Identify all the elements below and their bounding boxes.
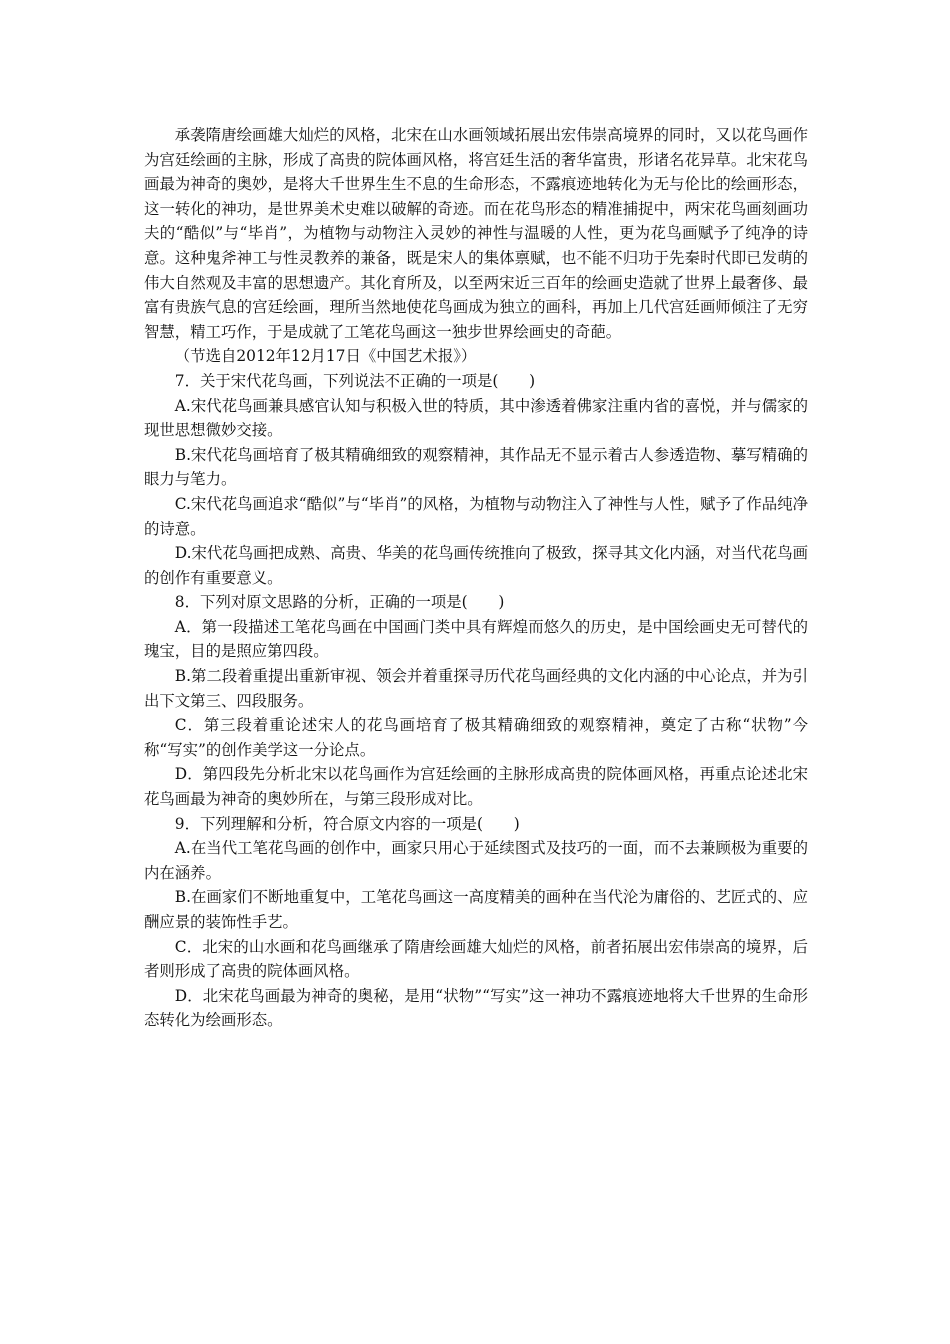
question-8-option-c: C．第三段着重论述宋人的花鸟画培育了极其精确细致的观察精神，奠定了古称“状物”今称“写实”的创作美学这一分论点。 [144,716,808,759]
document-page [144,123,808,1033]
question-7-option-c: C.宋代花鸟画追求“酷似”与“毕肖”的风格，为植物与动物注入了神性与人性，赋予了作品纯净的诗意。 [144,494,808,538]
question-7-option-b: B.宋代花鸟画培育了极其精确细致的观察精神，其作品无不显示着古人参透造物、摹写精确的眼力与笔力。 [144,445,808,489]
question-9-stem: 9．下列理解和分析，符合原文内容的一项是( ) [174,814,520,833]
question-7-option-a: A.宋代花鸟画兼具感官认知与积极入世的特质，其中渗透着佛家注重内省的喜悦，并与儒家的现世思想微妙交接。 [144,396,808,440]
question-9-option-d: D．北宋花鸟画最为神奇的奥秘，是用“状物”“写实”这一神功不露痕迹地将大千世界的生命形态转化为绘画形态。 [144,986,808,1030]
question-7-stem: 7．关于宋代花鸟画，下列说法不正确的一项是( ) [174,371,536,390]
source-citation: （节选自2012年12月17日《中国艺术报》） [174,347,477,366]
question-8-option-a: A．第一段描述工笔花鸟画在中国画门类中具有辉煌而悠久的历史，是中国绘画史无可替代的瑰宝，目的是照应第四段。 [144,617,808,661]
passage-paragraph: 承袭隋唐绘画雄大灿烂的风格，北宋在山水画领域拓展出宏伟崇高境界的同时，又以花鸟画作为宫廷绘画的主脉，形成了高贵的院体画风格，将宫廷生活的奢华富贵，形诸名花异草。北宋花鸟画最为神奇的奥妙，是将大千世界生生不息的生命形态，不露痕迹地转化为无与伦比的绘画形态，这一转化的神功，是世界美术史难以破解的奇迹。而在花鸟形态的精准捕捉中，两宋花鸟画刻画功夫的“酷似”与“毕肖”，为植物与动物注入灵妙的神性与温暖的人性，更为花鸟画赋予了纯净的诗意。这种鬼斧神工与性灵教养的兼备，既是宋人的集体禀赋，也不能不归功于先秦时代即已发萌的伟大自然观及丰富的思想遗产。其化育所及，以至两宋近三百年的绘画史造就了世界上最奢侈、最富有贵族气息的宫廷绘画，理所当然地使花鸟画成为独立的画科，再加上几代宫廷画师倾注了无穷智慧，精工巧作，于是成就了工笔花鸟画这一独步世界绘画史的奇葩。 [144,126,808,341]
question-9-option-c: C．北宋的山水画和花鸟画继承了隋唐绘画雄大灿烂的风格，前者拓展出宏伟崇高的境界，后者则形成了高贵的院体画风格。 [144,937,808,981]
question-9-option-b: B.在画家们不断地重复中，工笔花鸟画这一高度精美的画种在当代沦为庸俗的、艺匠式的、应酬应景的装饰性手艺。 [144,888,808,931]
question-7-option-d: D.宋代花鸟画把成熟、高贵、华美的花鸟画传统推向了极致，探寻其文化内涵，对当代花鸟画的创作有重要意义。 [144,544,808,587]
question-8-option-d: D．第四段先分析北宋以花鸟画作为宫廷绘画的主脉形成高贵的院体画风格，再重点论述北宋花鸟画最为神奇的奥妙所在，与第三段形成对比。 [144,765,808,809]
question-8-stem: 8．下列对原文思路的分析，正确的一项是( ) [174,593,505,612]
question-8-option-b: B.第二段着重提出重新审视、领会并着重探寻历代花鸟画经典的文化内涵的中心论点，并为引出下文第三、四段服务。 [144,667,808,710]
question-9-option-a: A.在当代工笔花鸟画的创作中，画家只用心于延续图式及技巧的一面，而不去兼顾极为重要的内在涵养。 [144,839,808,882]
